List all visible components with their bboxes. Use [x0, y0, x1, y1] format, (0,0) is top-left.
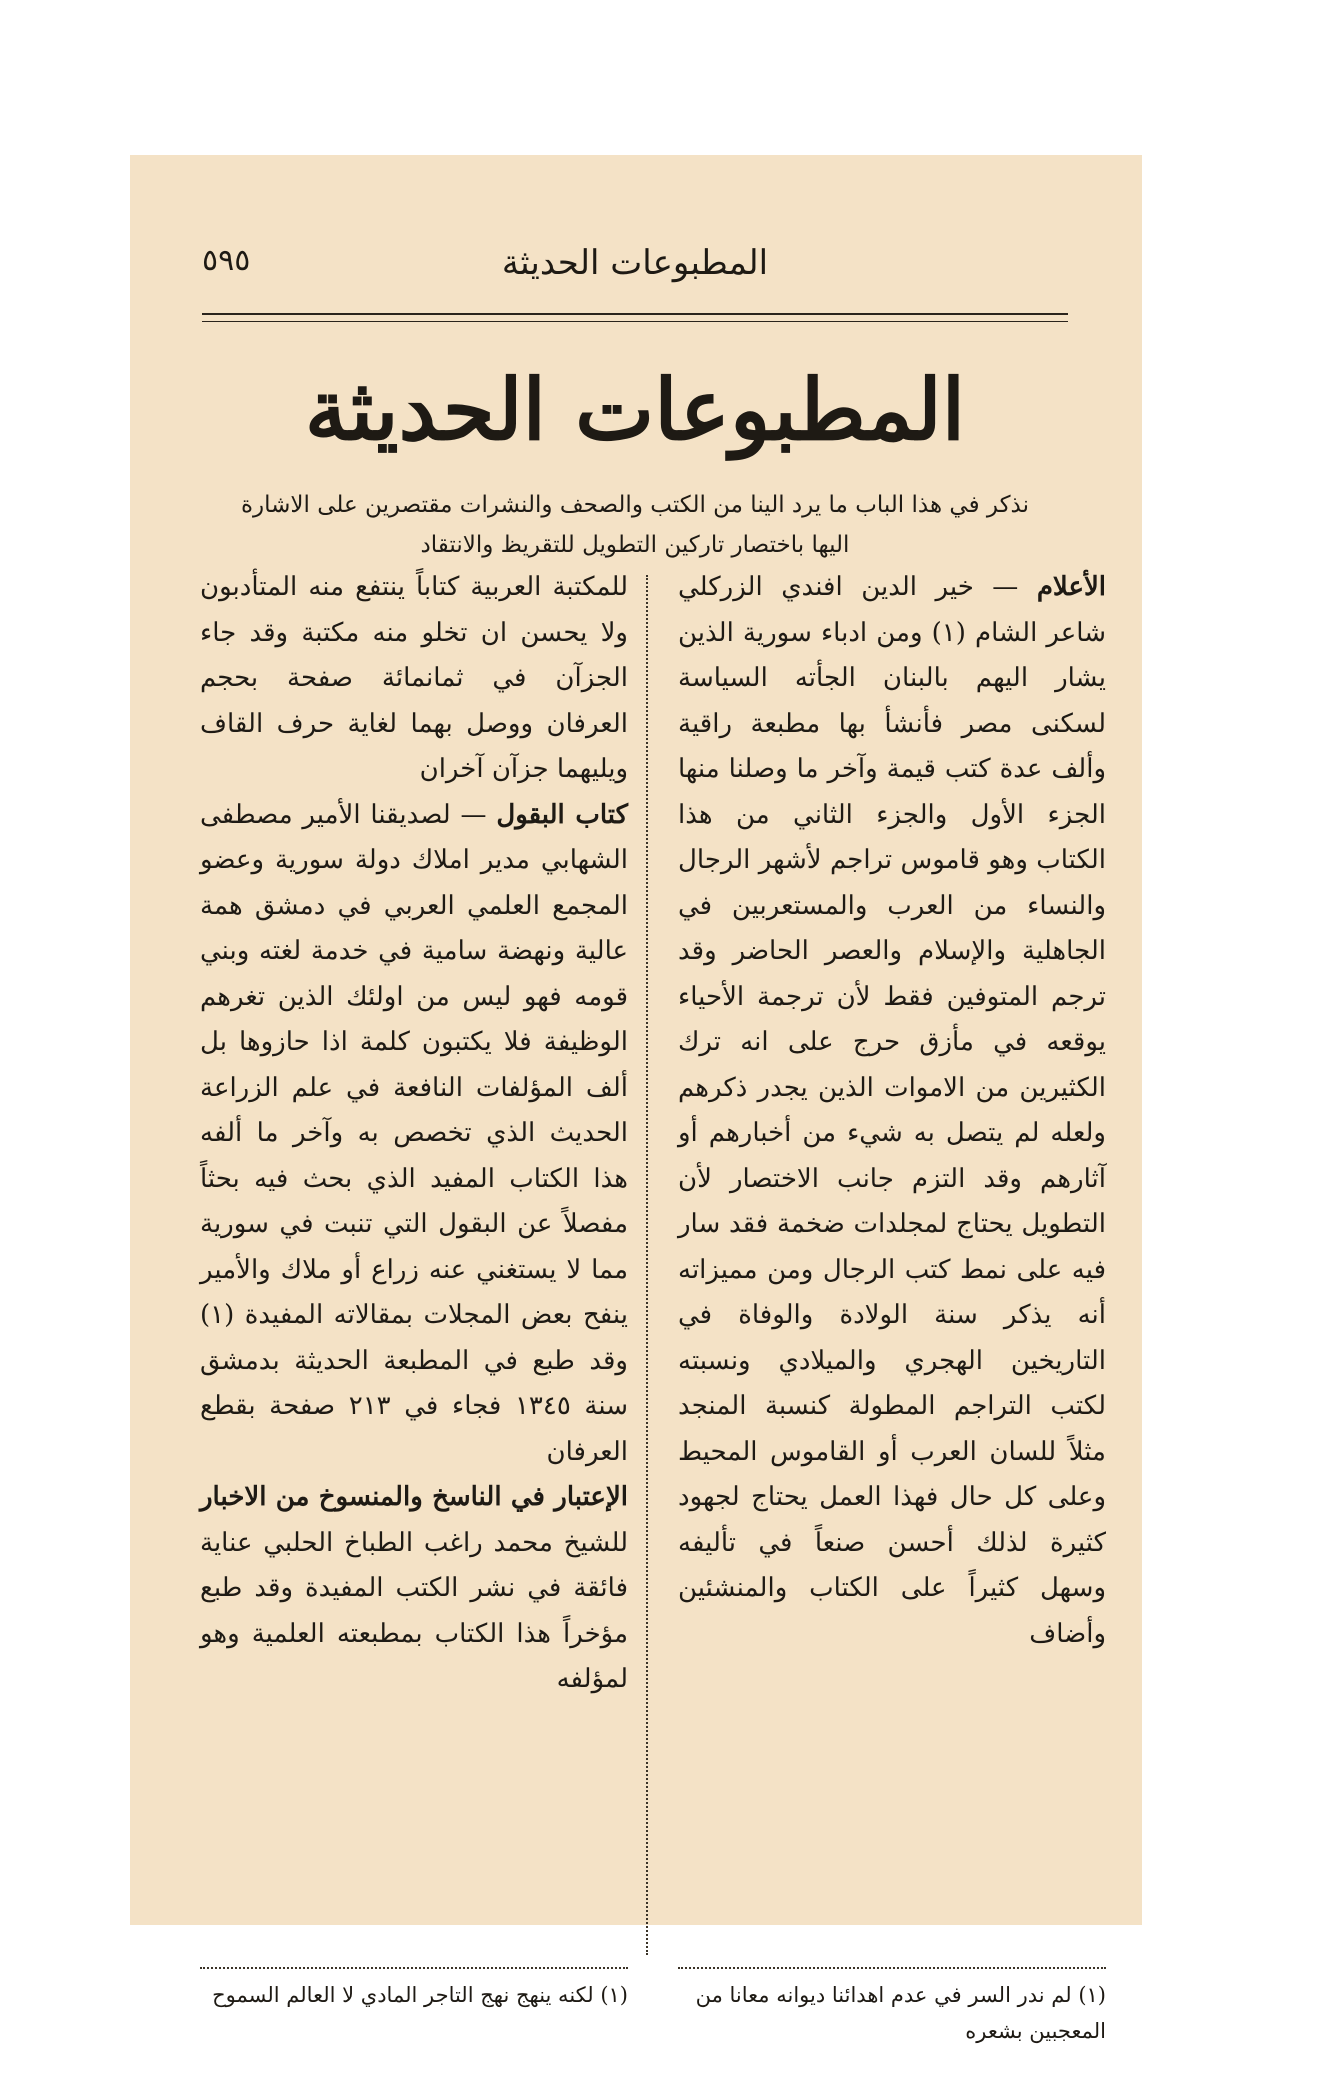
- section-intro: نذكر في هذا الباب ما يرد الينا من الكتب والصحف والنشرات مقتصرين على الاشارة اليها باختصار تاركين التطويل للتقريظ والانتقاد: [240, 492, 1029, 558]
- right-column-paragraph: [678, 565, 1106, 1657]
- buqul-text: — لصديقنا الأمير مصطفى الشهابي مدير املاك دولة سورية وعضو المجمع العلمي العربي في دمشق همة عالية ونهضة سامية في خدمة لغته وبني قومه فهو ليس من اولئك الذين تغرهم الوظيفة فلا يكتبون كلمة اذا حازوها بل ألف المؤلفات النافعة في علم الزراعة الحديث الذي تخصص به وآخر ما ألفه هذا الكتاب المفيد الذي بحث فيه بحثاً مفصلاً عن البقول التي تنبت في سورية مما لا يستغني عنه زراع أو ملاك والأمير ينفح بعض المجلات بمقالاته المفيدة (١) وقد طبع في المطبعة الحديثة بدمشق سنة ١٣٤٥ فجاء في ٢١٣ صفحة بقطع العرفان: [200, 799, 628, 1467]
- running-header: [202, 243, 1068, 293]
- footnote-rule-left: [200, 1967, 628, 1969]
- right-column: [678, 565, 1106, 1657]
- left-column-para2: [200, 793, 628, 1476]
- book-title-itibar: الإعتبار في الناسخ والمنسوخ من الاخبار: [200, 1482, 628, 1512]
- left-column-para1: للمكتبة العربية كتاباً ينتفع منه المتأدبون ولا يحسن ان تخلو منه مكتبة وقد جاء الجزآن في ثمانمائة صفحة بحجم العرفان ووصل بهما لغاية حرف القاف ويليهما جزآن آخران: [200, 572, 628, 784]
- running-title: المطبوعات الحديثة: [501, 243, 769, 283]
- header-rule: [202, 313, 1068, 322]
- page-number: ٥٩٥: [202, 243, 251, 278]
- left-column: [200, 565, 628, 1703]
- left-column-para3: [200, 1475, 628, 1703]
- itibar-text: للشيخ محمد راغب الطباخ الحلبي عناية فائقة في نشر الكتب المفيدة وقد طبع مؤخراً هذا الكتاب بمطبعته العلمية وهو لمؤلفه: [200, 1527, 628, 1694]
- footnote-right: (١) لم ندر السر في عدم اهدائنا ديوانه معانا من المعجبين بشعره: [695, 1983, 1106, 2043]
- book-title-buqul: كتاب البقول: [496, 799, 628, 830]
- right-column-text: — خير الدين افندي الزركلي شاعر الشام (١) ومن ادباء سورية الذين يشار اليهم بالبنان الجأته السياسة لسكنى مصر فأنشأ بها مطبعة راقية وألف عدة كتب قيمة وآخر ما وصلنا منها الجزء الأول والجزء الثاني من هذا الكتاب وهو قاموس تراجم لأشهر الرجال والنساء من العرب والمستعربين في الجاهلية والإسلام والعصر الحاضر وقد ترجم المتوفين فقط لأن ترجمة الأحياء يوقعه في مأزق حرج على انه ترك الكثيرين من الاموات الذين يجدر ذكرهم ولعله لم يتصل به شيء من أخبارهم أو آثارهم وقد التزم جانب الاختصار لأن التطويل يحتاج لمجلدات ضخمة فقد سار فيه على نمط كتب الرجال ومن مميزاته أنه يذكر سنة الولادة والوفاة في التاريخين الهجري والميلادي ونسبته لكتب التراجم المطولة كنسبة المنجد مثلاً للسان العرب أو القاموس المحيط وعلى كل حال فهذا العمل يحتاج لجهود كثيرة لذلك أحسن صنعاً في تأليفه وسهل كثيراً على الكتاب والمنشئين وأضاف: [678, 572, 1106, 1649]
- column-divider: [646, 575, 648, 1955]
- document-page: [130, 155, 1142, 2043]
- book-title-alam: الأعلام: [1036, 572, 1107, 602]
- footnote-left: (١) لكنه ينهج نهج التاجر المادي لا العالم السموح: [212, 1983, 628, 2007]
- footnote-rule-right: [678, 1967, 1106, 1969]
- section-masthead: المطبوعات الحديثة: [304, 360, 966, 459]
